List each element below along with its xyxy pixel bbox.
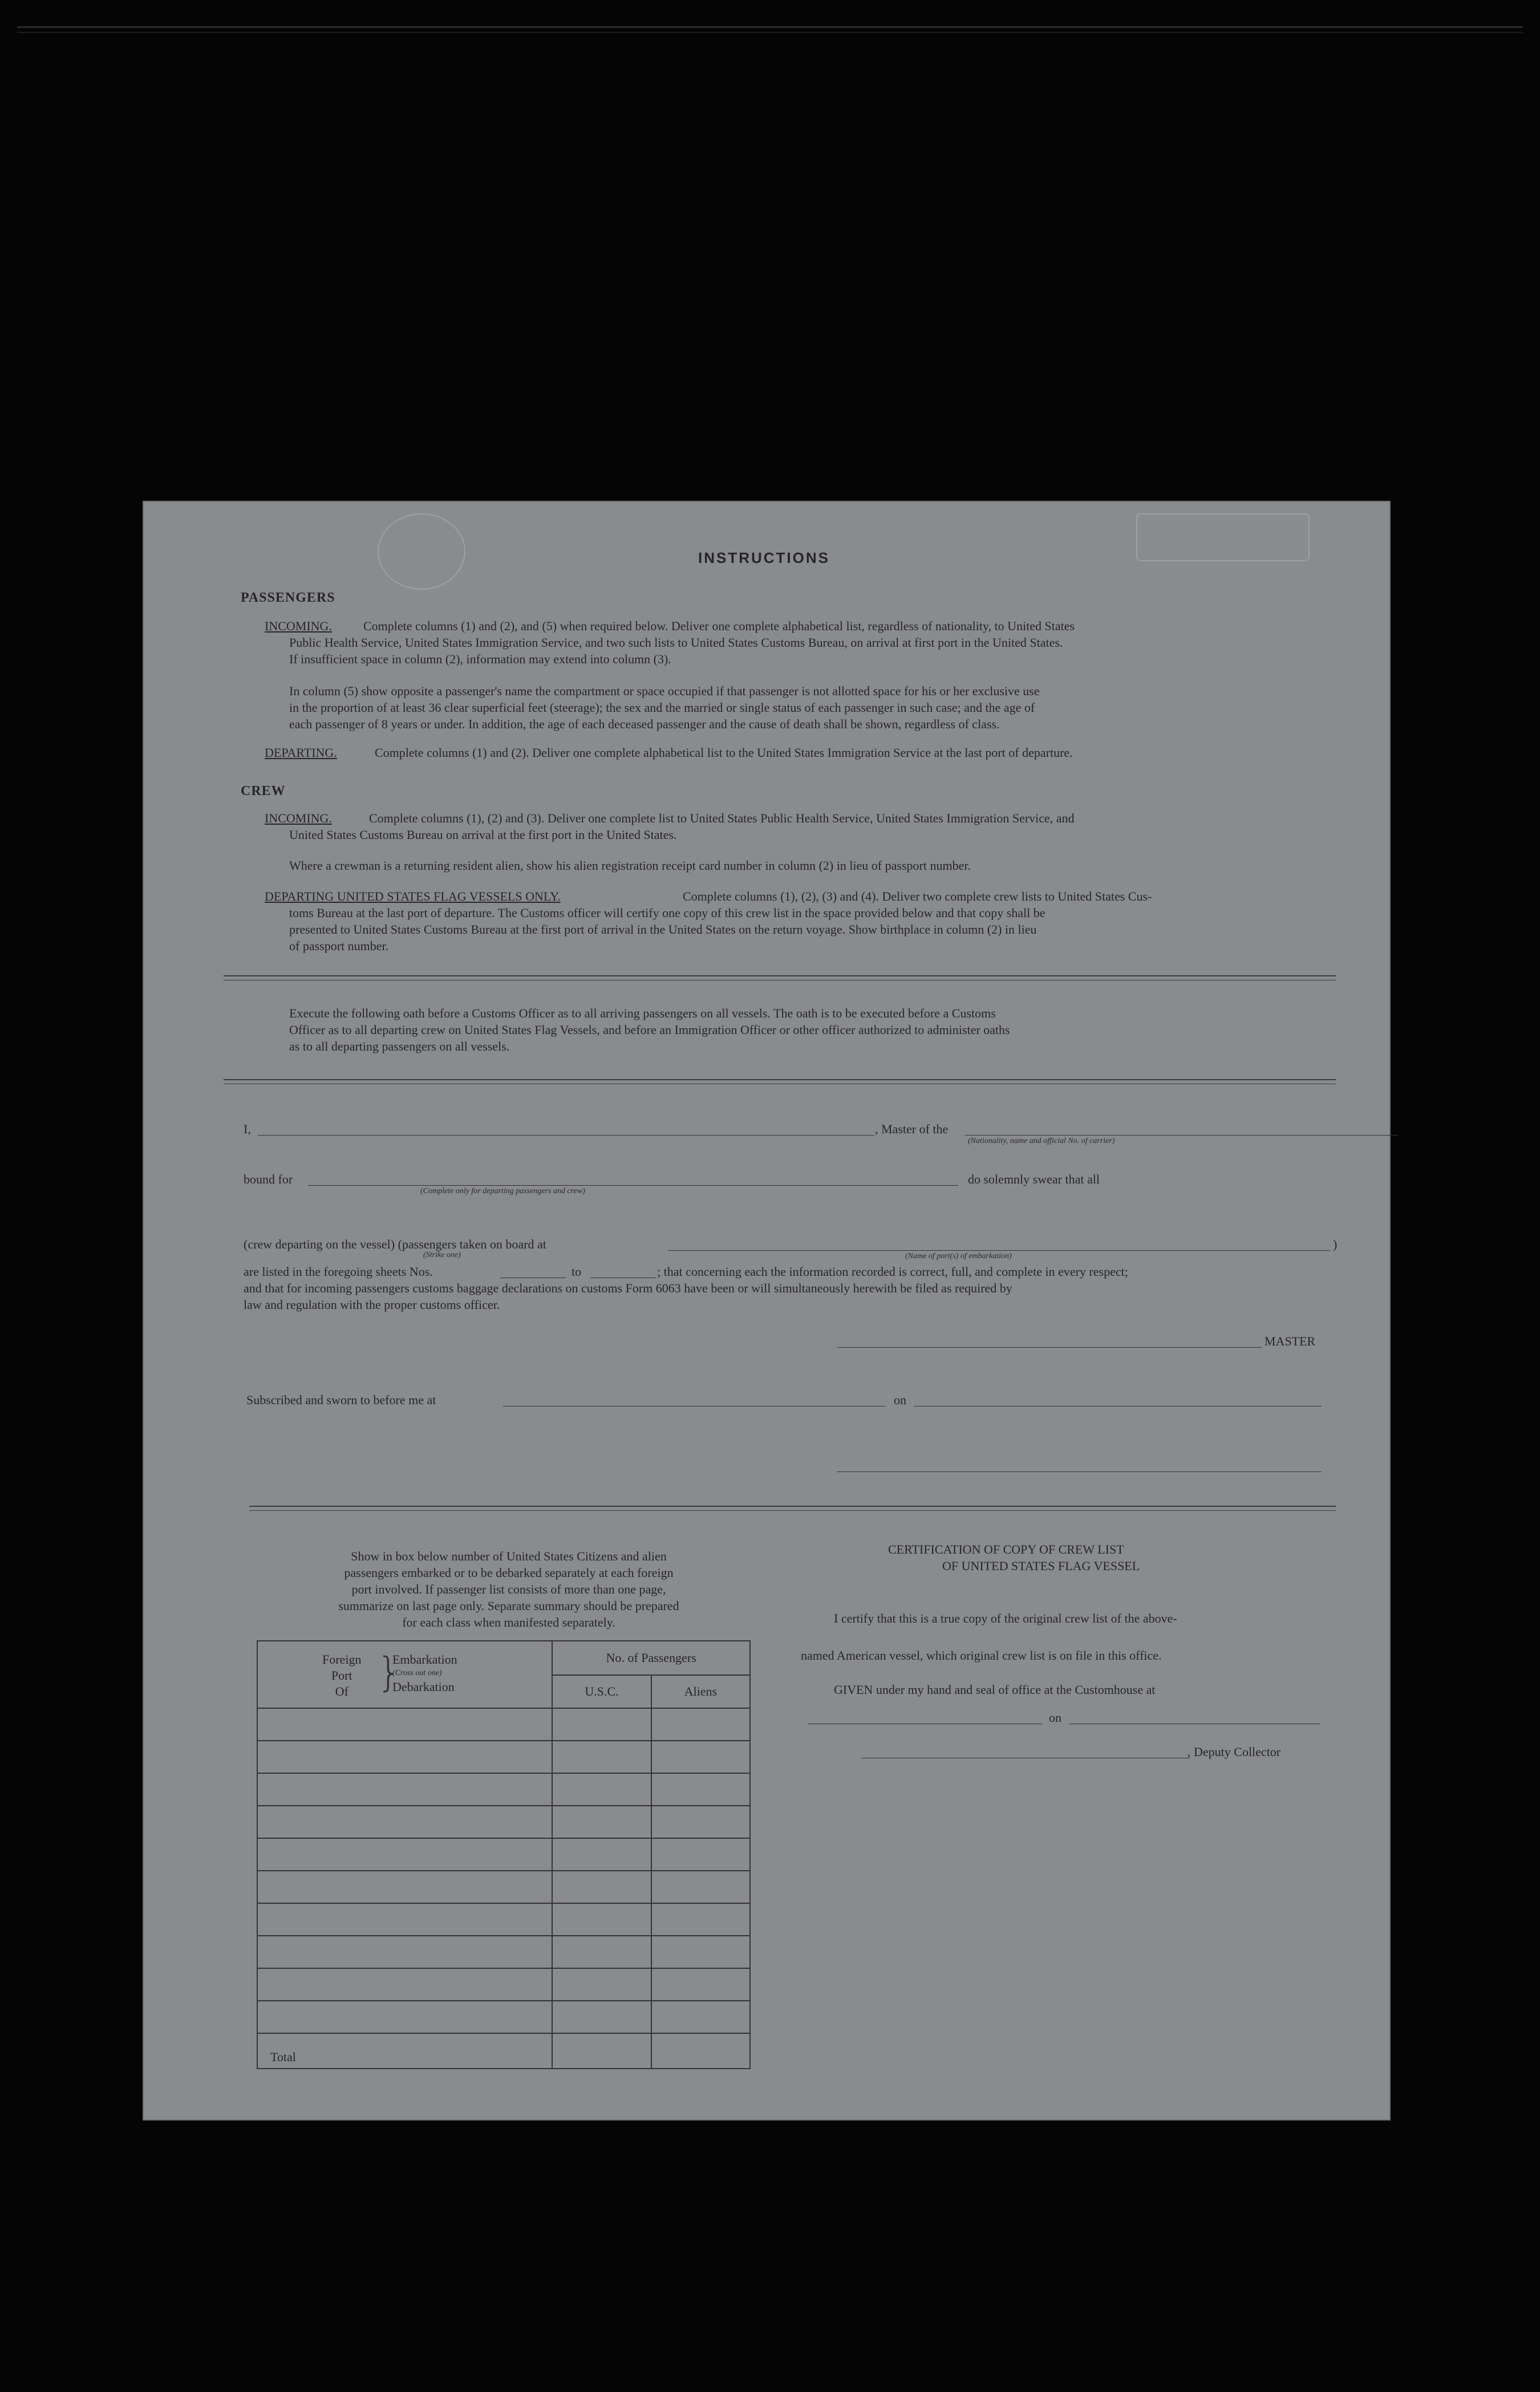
passengers-heading: PASSENGERS	[241, 590, 335, 605]
page-title: INSTRUCTIONS	[698, 549, 830, 566]
document-sheet	[144, 502, 1389, 2119]
carrier-field[interactable]	[965, 1135, 1399, 1136]
crew-departing-text: Complete columns (1), (2), (3) and (4). Deliver two complete crew lists to United States Cus-	[683, 889, 1152, 903]
divider-1	[224, 975, 1336, 976]
passenger-summary-table	[257, 1640, 751, 2069]
embarkation-label: Embarkation	[392, 1652, 457, 1667]
oath-swear: do solemnly swear that all	[968, 1172, 1100, 1186]
cross-out-note: (Cross out one)	[392, 1669, 442, 1677]
foreign-label: Foreign	[322, 1652, 362, 1667]
subscribed-on: on	[894, 1393, 906, 1407]
oath-close-paren: )	[1333, 1237, 1338, 1251]
film-edge-line	[17, 26, 1523, 28]
master-label: MASTER	[1265, 1334, 1316, 1348]
master-signature-field[interactable]	[837, 1347, 1262, 1348]
oath-instructions: Execute the following oath before a Customs Officer as to all arriving passengers on all vessels. The oath is to be executed before a Customs Officer as to all departing crew on United States Flag Vessels, and before an Immigration Officer or other officer authorized to administer oaths as to all departing passengers on all vessels.	[289, 1006, 1010, 1053]
oath-sheets-a: are listed in the foregoing sheets Nos.	[244, 1264, 433, 1279]
oath-line-2: and that for incoming passengers customs baggage declarations on customs Form 6063 have been or will simultaneously herewith be filed as required by	[244, 1281, 1012, 1295]
certification-line-3: GIVEN under my hand and seal of office at the Customhouse at	[834, 1682, 1156, 1697]
embarkation-ports-field[interactable]	[668, 1250, 1330, 1251]
divider-3b	[249, 1510, 1336, 1511]
officer-signature-field[interactable]	[837, 1471, 1322, 1472]
port-label: Port	[331, 1668, 352, 1682]
certification-title-1: CERTIFICATION OF COPY OF CREW LIST	[888, 1542, 1124, 1556]
ports-note: (Name of port(s) of embarkation)	[905, 1252, 1012, 1260]
oath-line-3: law and regulation with the proper customs officer.	[244, 1298, 500, 1312]
table-row[interactable]	[257, 1903, 750, 1936]
table-row[interactable]	[257, 1741, 750, 1773]
crew-resident-text: Where a crewman is a returning resident alien, show his alien registration receipt card number in column (2) in lieu of passport number.	[289, 858, 971, 873]
table-row[interactable]	[257, 1871, 750, 1903]
passengers-column5-text: In column (5) show opposite a passenger's name the compartment or space occupied if that passenger is not allotted space for his or her exclusive use in the proportion of at least 36 clear superficial feet (steerage); the sex and the married or single status of each passenger in such case; and the age of each passenger of 8 years or under. In addition, the age of each deceased passenger and the cause of death shall be shown, regardless of class.	[289, 684, 1040, 731]
passengers-departing-text: Complete columns (1) and (2). Deliver one complete alphabetical list to the United States Immigration Service at the last port of departure.	[375, 745, 1073, 760]
divider-2	[224, 1079, 1336, 1080]
oath-master-of: , Master of the	[875, 1122, 949, 1136]
strike-one-note: (Strike one)	[423, 1251, 461, 1259]
brace-icon: }	[376, 1649, 402, 1696]
oath-sheets-b: ; that concerning each the information recorded is correct, full, and complete in every respect;	[657, 1264, 1128, 1279]
certification-line-2: named American vessel, which original crew list is on file in this office.	[801, 1648, 1162, 1663]
table-row[interactable]	[257, 2001, 750, 2033]
port-header-cell	[257, 1641, 552, 1708]
carrier-note: (Nationality, name and official No. of carrier)	[968, 1137, 1115, 1145]
crew-incoming-label: INCOMING.	[265, 811, 332, 825]
table-row[interactable]	[257, 1773, 750, 1806]
bound-for-field[interactable]	[308, 1185, 958, 1186]
bound-note: (Complete only for departing passengers and crew)	[420, 1187, 585, 1195]
certification-title-2: OF UNITED STATES FLAG VESSEL	[942, 1559, 1140, 1573]
aliens-header: Aliens	[651, 1675, 750, 1708]
film-edge-line-2	[17, 32, 1523, 33]
crew-incoming-text: Complete columns (1), (2) and (3). Deliver one complete list to United States Public Health Service, United States Immigration Service, and	[369, 811, 1075, 825]
faint-stamp-left	[378, 513, 465, 590]
table-row[interactable]	[257, 1838, 750, 1871]
total-label: Total	[257, 2033, 552, 2069]
no-of-passengers-header: No. of Passengers	[552, 1641, 750, 1675]
crew-departing-label: DEPARTING UNITED STATES FLAG VESSELS ONLY.	[265, 889, 561, 903]
deputy-collector-label: , Deputy Collector	[1188, 1745, 1281, 1759]
table-row[interactable]	[257, 1708, 750, 1741]
debarkation-label: Debarkation	[392, 1680, 455, 1694]
table-row[interactable]	[257, 1968, 750, 2001]
passengers-incoming-label: INCOMING.	[265, 619, 332, 633]
oath-bound-for: bound for	[244, 1172, 293, 1186]
passengers-incoming-text: Complete columns (1) and (2), and (5) when required below. Deliver one complete alphabetical list, regardless of nationality, to United States	[363, 619, 1075, 633]
subscribed-text: Subscribed and sworn to before me at	[246, 1393, 436, 1407]
certification-line-1: I certify that this is a true copy of the original crew list of the above-	[834, 1611, 1177, 1625]
master-name-field[interactable]	[258, 1135, 874, 1136]
total-row[interactable]	[257, 2033, 750, 2069]
crew-incoming-text-cont: United States Customs Bureau on arrival at the first port in the United States.	[289, 828, 677, 842]
passengers-departing-label: DEPARTING.	[265, 745, 337, 760]
table-row[interactable]	[257, 1806, 750, 1838]
oath-crew-departing: (crew departing on the vessel) (passengers taken on board at	[244, 1237, 546, 1251]
passengers-incoming-text-cont: Public Health Service, United States Immigration Service, and two such lists to United States Customs Bureau, on arrival at first port in the United States. If insufficient space in column (2), information may extend into column (3).	[289, 635, 1063, 666]
oath-sheets-to: to	[572, 1264, 582, 1279]
table-row[interactable]	[257, 1936, 750, 1968]
certification-on: on	[1049, 1710, 1061, 1725]
summary-instructions: Show in box below number of United States Citizens and alien passengers embarked or to be debarked separately at each foreign port involved. If passenger list consists of more than one page, summarize on last page only. Separate summary should be prepared for each class when manifested separately.	[338, 1549, 679, 1629]
divider-3	[249, 1506, 1336, 1507]
of-label: Of	[335, 1684, 348, 1698]
oath-i-label: I,	[244, 1122, 251, 1136]
faint-stamp-right	[1136, 513, 1310, 561]
crew-departing-text-cont: toms Bureau at the last port of departure. The Customs officer will certify one copy of this crew list in the space provided below and that copy shall be presented to United States Customs Bureau at the first port of arrival in the United States on the return voyage. Show birthplace in column (2) in lieu of passport number.	[289, 906, 1045, 953]
usc-header: U.S.C.	[552, 1675, 651, 1708]
crew-heading: CREW	[241, 784, 286, 798]
